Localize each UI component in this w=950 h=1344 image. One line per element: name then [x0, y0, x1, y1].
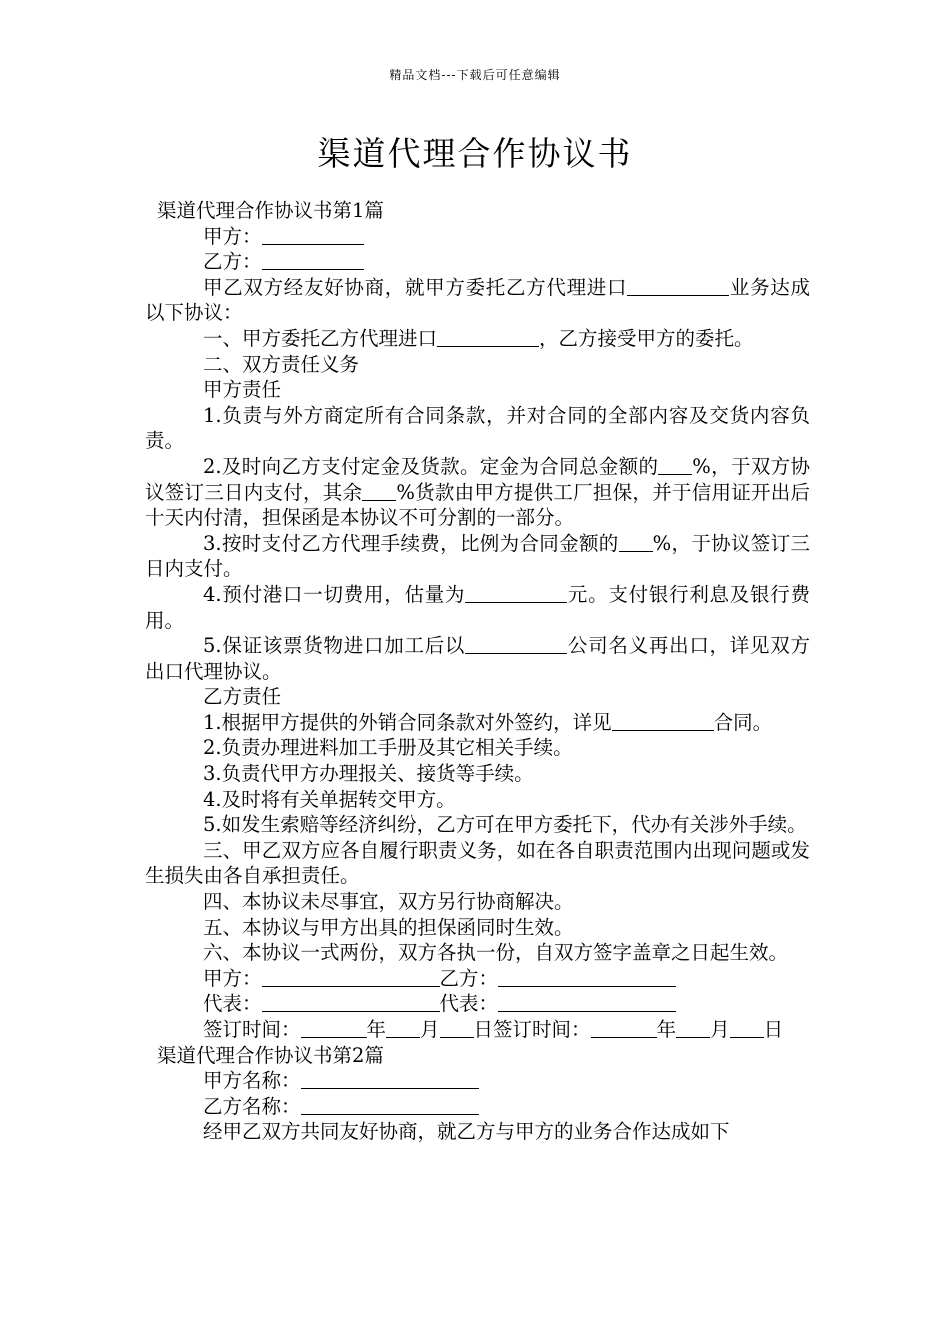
- blank-field: [612, 712, 714, 731]
- blank-field: [301, 1019, 367, 1038]
- blank-field: [498, 993, 676, 1012]
- party-a-item-5: 5.保证该票货物进口加工后以 公司名义再出口，详见双方出口代理协议。: [145, 634, 810, 683]
- clause-1: 一、甲方委托乙方代理进口 ，乙方接受甲方的委托。: [203, 326, 754, 350]
- party-b-item-4: 4.及时将有关单据转交甲方。: [203, 787, 456, 811]
- blank-field: [465, 584, 567, 603]
- signing-date-line: 签订时间： 年 月 日签订时间： 年 月 日: [203, 1018, 784, 1041]
- clause-3: 三、甲乙双方应各自履行职责义务，如在各自职责范围内出现问题或发生损失由各自承担责任。: [145, 838, 810, 888]
- section-heading: 渠道代理合作协议书第2篇: [157, 1043, 384, 1067]
- party-a-line: 甲方：: [145, 224, 810, 250]
- blank-field: [262, 993, 440, 1012]
- blank-field: [362, 482, 396, 501]
- section-heading: 渠道代理合作协议书第1篇: [157, 199, 384, 222]
- party-b-line: 乙方：: [145, 249, 810, 275]
- blank-field: [262, 226, 364, 245]
- blank-field: [498, 968, 676, 987]
- blank-field: [591, 1019, 657, 1038]
- blank-field: [658, 456, 692, 475]
- party-a-name-line: 甲方名称：: [145, 1068, 810, 1094]
- party-b-item-1: 1.根据甲方提供的外销合同条款对外签约，详见 合同。: [203, 710, 773, 734]
- party-a-item-2: 2.及时向乙方支付定金及货款。定金为合同总金额的 %，于双方协议签订三日内支付，其余 %货款由甲方提供工厂担保，并于信用证开出后十天内付清，担保函是本协议不可分割的一部分。: [145, 454, 810, 530]
- clause-6: 六、本协议一式两份，双方各执一份，自双方签字盖章之日起生效。: [203, 941, 789, 965]
- blank-field: [262, 251, 364, 270]
- blank-field: [301, 1096, 479, 1115]
- blank-field: [676, 1019, 710, 1038]
- party-a-item-4: 4.预付港口一切费用，估量为 元。支付银行利息及银行费用。: [145, 582, 810, 632]
- intro-paragraph: 甲乙双方经友好协商，就甲方委托乙方代理进口 业务达成以下协议：: [145, 275, 810, 325]
- party-a-responsibility-heading: 甲方责任: [203, 378, 282, 402]
- blank-field: [437, 328, 539, 347]
- blank-field: [262, 968, 440, 987]
- blank-field: [465, 635, 567, 654]
- party-b-item-5: 5.如发生索赔等经济纠纷，乙方可在甲方委托下，代办有关涉外手续。: [203, 813, 807, 837]
- blank-field: [440, 1019, 474, 1038]
- blank-field: [627, 277, 729, 296]
- section-2-intro: 经甲乙双方共同友好协商，就乙方与甲方的业务合作达成如下: [203, 1120, 730, 1144]
- party-b-item-3: 3.负责代甲方办理报关、接货等手续。: [203, 762, 534, 786]
- representative-line: 代表： 代表：: [145, 991, 810, 1017]
- party-a-item-1: 1.负责与外方商定所有合同条款，并对合同的全部内容及交货内容负责。: [145, 403, 810, 453]
- party-b-name-line: 乙方名称：: [145, 1094, 810, 1120]
- blank-field: [619, 533, 653, 552]
- document-title: 渠道代理合作协议书: [317, 134, 633, 173]
- blank-field: [301, 1070, 479, 1089]
- signature-line: 甲方： 乙方：: [145, 966, 810, 992]
- party-a-item-3: 3.按时支付乙方代理手续费，比例为合同金额的 %，于协议签订三日内支付。: [145, 531, 810, 581]
- party-b-item-2: 2.负责办理进料加工手册及其它相关手续。: [203, 736, 573, 760]
- page-header: 精品文档---下载后可任意编辑: [389, 68, 561, 82]
- document-body: [145, 198, 810, 1145]
- party-b-responsibility-heading: 乙方责任: [203, 685, 282, 709]
- blank-field: [730, 1019, 764, 1038]
- blank-field: [386, 1019, 420, 1038]
- clause-5: 五、本协议与甲方出具的担保函同时生效。: [203, 915, 574, 939]
- clause-2: 二、双方责任义务: [203, 352, 360, 376]
- clause-4: 四、本协议未尽事宜，双方另行协商解决。: [203, 890, 574, 914]
